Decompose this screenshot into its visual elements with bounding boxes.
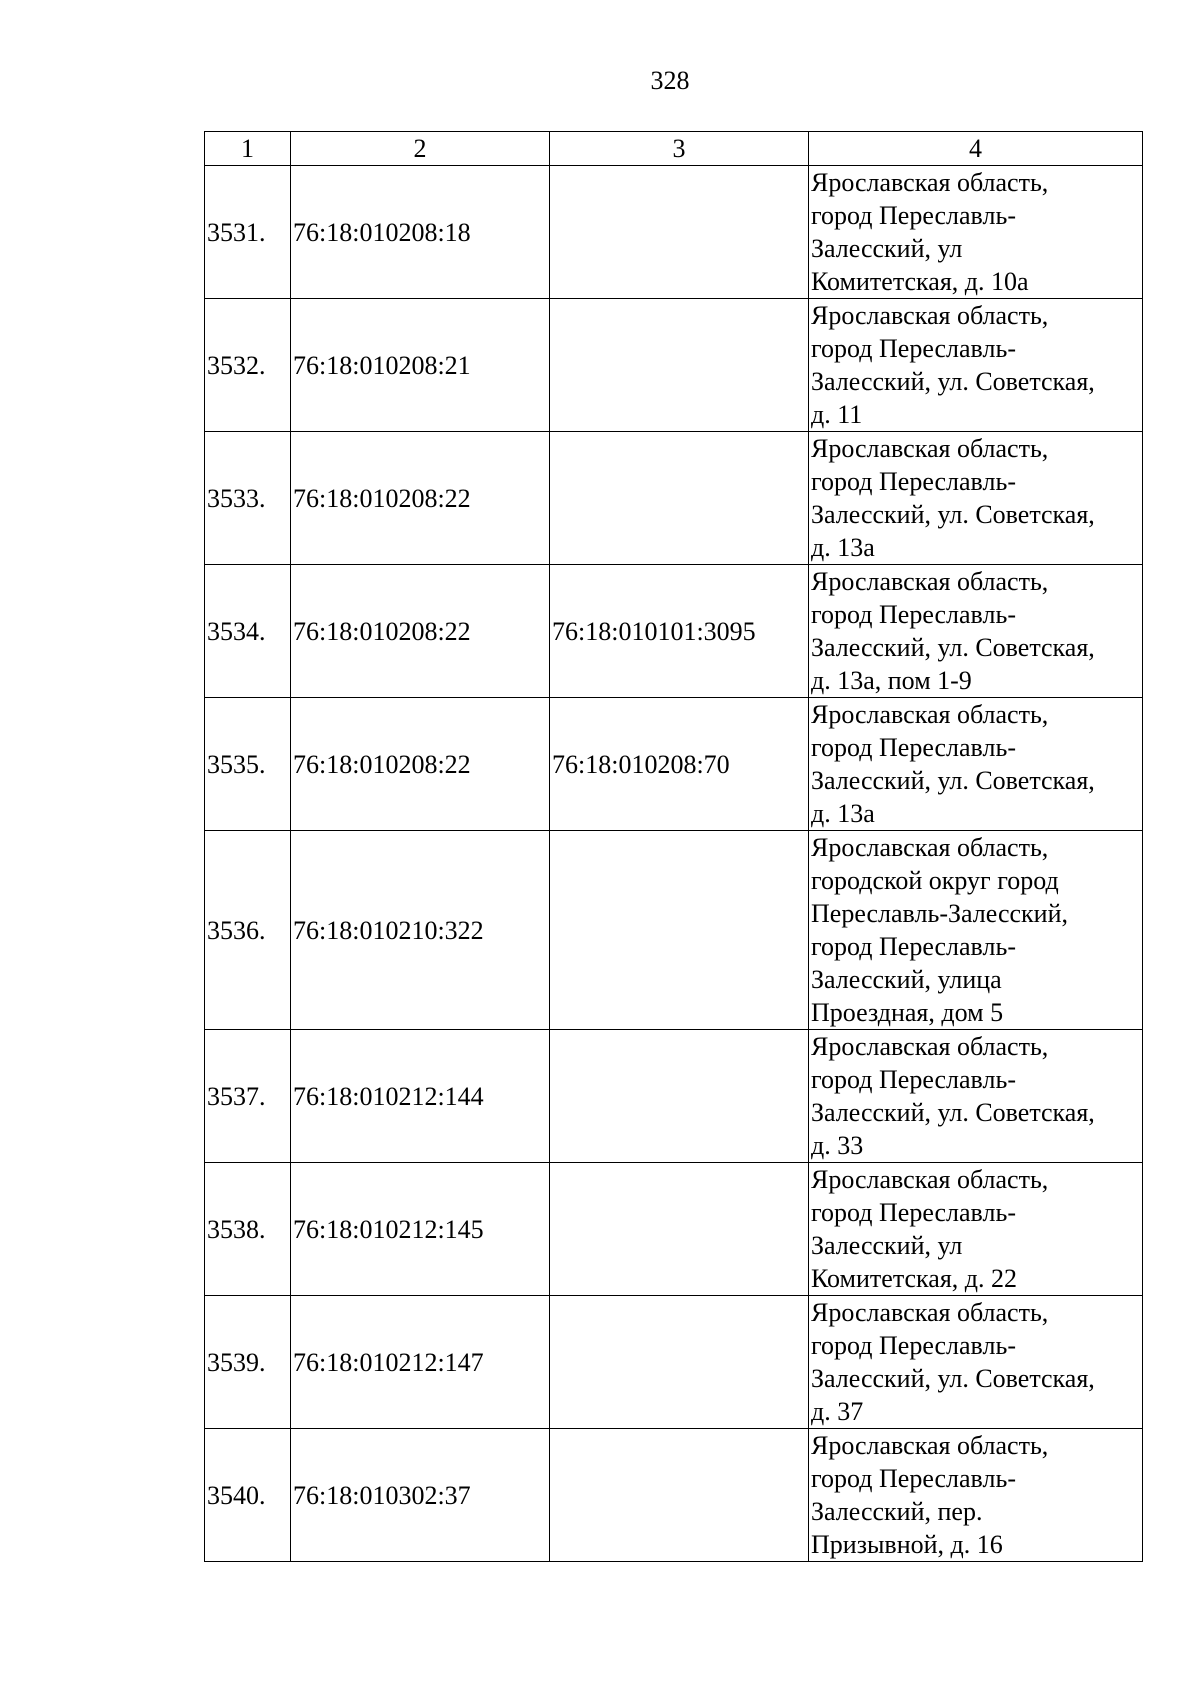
page-number: 328 — [650, 66, 690, 95]
table-row — [205, 831, 1143, 1030]
address-line: Переславль-Залесский, — [811, 899, 1068, 928]
row-number: 3534. — [205, 565, 291, 698]
address — [809, 1163, 1143, 1296]
table-row — [205, 299, 1143, 432]
cadastral-number: 76:18:010208:22 — [291, 565, 550, 698]
address-line: Комитетская, д. 10а — [811, 267, 1029, 296]
row-number: 3539. — [205, 1296, 291, 1429]
cadastral-number: 76:18:010208:22 — [291, 432, 550, 565]
address-line: Комитетская, д. 22 — [811, 1264, 1018, 1293]
cadastral-number: 76:18:010212:147 — [291, 1296, 550, 1429]
address — [809, 698, 1143, 831]
address-line: Ярославская область, — [811, 700, 1049, 729]
address — [809, 299, 1143, 432]
address-line: город Переславль- — [811, 932, 1016, 961]
address — [809, 166, 1143, 299]
cadastral-number: 76:18:010208:21 — [291, 299, 550, 432]
cadastral-number: 76:18:010208:22 — [291, 698, 550, 831]
address-line: Залесский, пер. — [811, 1497, 983, 1526]
address-line: Ярославская область, — [811, 1032, 1049, 1061]
address-line: д. 13а — [811, 799, 875, 828]
address-line: Ярославская область, — [811, 833, 1049, 862]
address-line: город Переславль- — [811, 201, 1016, 230]
registry-table — [204, 131, 1143, 1562]
row-number: 3540. — [205, 1429, 291, 1562]
object-number — [550, 1429, 809, 1562]
column-header-2: 2 — [291, 132, 550, 166]
row-number: 3537. — [205, 1030, 291, 1163]
object-number — [550, 1296, 809, 1429]
address-line: город Переславль- — [811, 1464, 1016, 1493]
address-line: д. 33 — [811, 1131, 864, 1160]
address-line: д. 13а — [811, 533, 875, 562]
address-line: Ярославская область, — [811, 1298, 1049, 1327]
address-line: Залесский, ул. Советская, — [811, 1098, 1095, 1127]
address-line: Ярославская область, — [811, 1165, 1049, 1194]
address-line: Залесский, ул. Советская, — [811, 1364, 1095, 1393]
address-line: город Переславль- — [811, 733, 1016, 762]
table-row — [205, 698, 1143, 831]
address-line: город Переславль- — [811, 1331, 1016, 1360]
address-line: город Переславль- — [811, 467, 1016, 496]
address — [809, 565, 1143, 698]
object-number — [550, 1030, 809, 1163]
row-number: 3532. — [205, 299, 291, 432]
address-line: Ярославская область, — [811, 168, 1049, 197]
row-number: 3538. — [205, 1163, 291, 1296]
address-line: Ярославская область, — [811, 1431, 1049, 1460]
table-row — [205, 432, 1143, 565]
address-line: Залесский, ул. Советская, — [811, 500, 1095, 529]
column-header-4: 4 — [809, 132, 1143, 166]
header-row — [205, 132, 1143, 166]
address-line: Залесский, улица — [811, 965, 1002, 994]
object-number: 76:18:010101:3095 — [550, 565, 809, 698]
table-row — [205, 565, 1143, 698]
address — [809, 432, 1143, 565]
cadastral-number: 76:18:010208:18 — [291, 166, 550, 299]
object-number — [550, 831, 809, 1030]
address-line: Призывной, д. 16 — [811, 1530, 1003, 1559]
row-number: 3536. — [205, 831, 291, 1030]
row-number: 3533. — [205, 432, 291, 565]
address-line: Залесский, ул. Советская, — [811, 367, 1095, 396]
address — [809, 1030, 1143, 1163]
cadastral-number: 76:18:010212:145 — [291, 1163, 550, 1296]
address-line: Ярославская область, — [811, 567, 1049, 596]
address-line: д. 11 — [811, 400, 863, 429]
address-line: город Переславль- — [811, 334, 1016, 363]
object-number — [550, 299, 809, 432]
address-line: д. 37 — [811, 1397, 864, 1426]
address-line: Залесский, ул — [811, 234, 963, 263]
address-line: Залесский, ул. Советская, — [811, 633, 1095, 662]
address-line: д. 13а, пом 1-9 — [811, 666, 972, 695]
address — [809, 1429, 1143, 1562]
object-number — [550, 166, 809, 299]
table-row — [205, 1030, 1143, 1163]
address-line: город Переславль- — [811, 600, 1016, 629]
cadastral-number: 76:18:010302:37 — [291, 1429, 550, 1562]
address-line: Ярославская область, — [811, 434, 1049, 463]
object-number — [550, 1163, 809, 1296]
row-number: 3531. — [205, 166, 291, 299]
object-number: 76:18:010208:70 — [550, 698, 809, 831]
address-line: Залесский, ул. Советская, — [811, 766, 1095, 795]
cadastral-number: 76:18:010210:322 — [291, 831, 550, 1030]
table-row — [205, 1429, 1143, 1562]
object-number — [550, 432, 809, 565]
column-header-1: 1 — [205, 132, 291, 166]
address-line: город Переславль- — [811, 1198, 1016, 1227]
table-row — [205, 1163, 1143, 1296]
table-row — [205, 166, 1143, 299]
address — [809, 1296, 1143, 1429]
column-header-3: 3 — [550, 132, 809, 166]
address-line: город Переславль- — [811, 1065, 1016, 1094]
address — [809, 831, 1143, 1030]
address-line: Залесский, ул — [811, 1231, 963, 1260]
table-row — [205, 1296, 1143, 1429]
row-number: 3535. — [205, 698, 291, 831]
address-line: Ярославская область, — [811, 301, 1049, 330]
cadastral-number: 76:18:010212:144 — [291, 1030, 550, 1163]
address-line: Проездная, дом 5 — [811, 998, 1004, 1027]
address-line: городской округ город — [811, 866, 1059, 895]
